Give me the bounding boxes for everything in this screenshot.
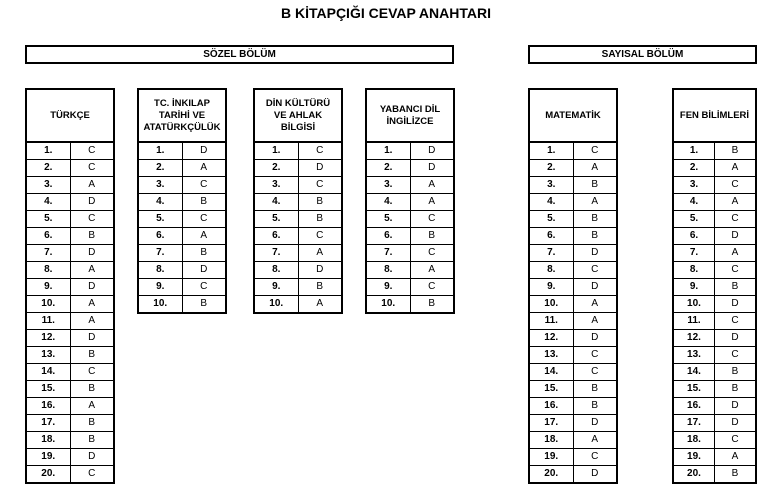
question-number: 14. xyxy=(673,364,715,381)
table-row xyxy=(138,211,226,228)
answer-cell: D xyxy=(573,415,617,432)
answer-cell: A xyxy=(410,177,454,194)
table-row xyxy=(673,160,756,177)
table-row xyxy=(529,381,617,398)
answer-cell: B xyxy=(715,142,757,160)
answer-cell: A xyxy=(573,194,617,211)
table-row xyxy=(138,228,226,245)
table-row xyxy=(254,245,342,262)
answer-grid xyxy=(137,141,227,314)
table-row xyxy=(529,466,617,484)
answer-cell: A xyxy=(715,160,757,177)
answer-cell: C xyxy=(715,347,757,364)
table-row xyxy=(673,211,756,228)
subject-title: TC. İNKILAP TARİHİ VE ATATÜRKÇÜLÜK xyxy=(137,88,227,141)
table-row xyxy=(26,211,114,228)
question-number: 17. xyxy=(26,415,70,432)
table-row xyxy=(138,142,226,160)
question-number: 19. xyxy=(529,449,573,466)
question-number: 16. xyxy=(673,398,715,415)
question-number: 14. xyxy=(529,364,573,381)
table-row xyxy=(366,296,454,314)
table-row xyxy=(366,142,454,160)
answer-cell: D xyxy=(715,330,757,347)
table-row xyxy=(138,194,226,211)
question-number: 4. xyxy=(673,194,715,211)
table-row xyxy=(529,142,617,160)
question-number: 6. xyxy=(529,228,573,245)
question-number: 18. xyxy=(529,432,573,449)
table-row xyxy=(673,449,756,466)
table-row xyxy=(673,415,756,432)
table-row xyxy=(26,313,114,330)
table-row xyxy=(529,330,617,347)
table-row xyxy=(529,415,617,432)
answer-cell: B xyxy=(573,228,617,245)
question-number: 16. xyxy=(529,398,573,415)
question-number: 9. xyxy=(366,279,410,296)
answer-cell: B xyxy=(715,381,757,398)
answer-cell: C xyxy=(182,177,226,194)
answer-cell: C xyxy=(410,211,454,228)
question-number: 2. xyxy=(529,160,573,177)
answer-cell: C xyxy=(182,279,226,296)
question-number: 15. xyxy=(673,381,715,398)
table-row xyxy=(529,279,617,296)
table-row xyxy=(138,177,226,194)
answer-cell: D xyxy=(573,279,617,296)
table-row xyxy=(254,228,342,245)
table-row xyxy=(138,160,226,177)
answer-cell: D xyxy=(70,194,114,211)
subject-title: YABANCI DİL İNGİLİZCE xyxy=(365,88,455,141)
table-row xyxy=(254,279,342,296)
question-number: 2. xyxy=(138,160,182,177)
question-number: 7. xyxy=(138,245,182,262)
answer-cell: C xyxy=(70,142,114,160)
answer-cell: C xyxy=(715,432,757,449)
table-row xyxy=(673,177,756,194)
question-number: 7. xyxy=(26,245,70,262)
question-number: 4. xyxy=(26,194,70,211)
answer-cell: D xyxy=(70,330,114,347)
answer-cell: C xyxy=(715,177,757,194)
table-row xyxy=(26,142,114,160)
sayisal-section-header: SAYISAL BÖLÜM xyxy=(528,45,757,64)
answer-cell: A xyxy=(410,194,454,211)
table-row xyxy=(673,398,756,415)
question-number: 5. xyxy=(138,211,182,228)
question-number: 9. xyxy=(26,279,70,296)
table-row xyxy=(26,245,114,262)
table-row xyxy=(26,466,114,484)
answer-cell: A xyxy=(573,296,617,313)
question-number: 8. xyxy=(673,262,715,279)
table-row xyxy=(138,245,226,262)
question-number: 3. xyxy=(673,177,715,194)
answer-cell: A xyxy=(182,228,226,245)
answer-cell: A xyxy=(70,313,114,330)
question-number: 7. xyxy=(254,245,298,262)
question-number: 4. xyxy=(366,194,410,211)
table-row xyxy=(26,449,114,466)
table-row xyxy=(673,364,756,381)
subject-title: FEN BİLİMLERİ xyxy=(672,88,757,141)
question-number: 13. xyxy=(673,347,715,364)
question-number: 12. xyxy=(529,330,573,347)
question-number: 4. xyxy=(529,194,573,211)
table-row xyxy=(26,415,114,432)
answer-cell: B xyxy=(573,381,617,398)
answer-cell: B xyxy=(573,398,617,415)
question-number: 11. xyxy=(529,313,573,330)
question-number: 7. xyxy=(529,245,573,262)
answer-table-turkce xyxy=(25,88,115,484)
question-number: 7. xyxy=(366,245,410,262)
question-number: 1. xyxy=(529,142,573,160)
table-row xyxy=(366,211,454,228)
answer-cell: D xyxy=(410,142,454,160)
table-row xyxy=(673,381,756,398)
answer-cell: B xyxy=(298,211,342,228)
table-row xyxy=(673,313,756,330)
answer-cell: C xyxy=(70,160,114,177)
table-row xyxy=(529,364,617,381)
table-row xyxy=(26,432,114,449)
question-number: 18. xyxy=(26,432,70,449)
table-row xyxy=(366,160,454,177)
question-number: 1. xyxy=(673,142,715,160)
answer-cell: C xyxy=(298,142,342,160)
question-number: 15. xyxy=(529,381,573,398)
question-number: 5. xyxy=(529,211,573,228)
answer-table-inkilap xyxy=(137,88,227,314)
question-number: 16. xyxy=(26,398,70,415)
answer-cell: D xyxy=(715,415,757,432)
question-number: 2. xyxy=(254,160,298,177)
table-row xyxy=(254,160,342,177)
question-number: 4. xyxy=(254,194,298,211)
table-row xyxy=(26,160,114,177)
question-number: 15. xyxy=(26,381,70,398)
answer-cell: C xyxy=(573,262,617,279)
answer-cell: A xyxy=(298,296,342,314)
page-title: B KİTAPÇIĞI CEVAP ANAHTARI xyxy=(280,5,491,21)
table-row xyxy=(673,194,756,211)
question-number: 13. xyxy=(26,347,70,364)
subject-title: TÜRKÇE xyxy=(25,88,115,141)
question-number: 8. xyxy=(26,262,70,279)
table-row xyxy=(26,296,114,313)
table-row xyxy=(26,279,114,296)
sozel-section-header: SÖZEL BÖLÜM xyxy=(25,45,454,64)
answer-cell: B xyxy=(573,177,617,194)
table-row xyxy=(366,279,454,296)
answer-cell: C xyxy=(573,449,617,466)
answer-cell: A xyxy=(715,194,757,211)
question-number: 6. xyxy=(26,228,70,245)
question-number: 14. xyxy=(26,364,70,381)
question-number: 13. xyxy=(529,347,573,364)
subject-title: DİN KÜLTÜRÜ VE AHLAK BİLGİSİ xyxy=(253,88,343,141)
table-row xyxy=(673,262,756,279)
question-number: 18. xyxy=(673,432,715,449)
question-number: 12. xyxy=(26,330,70,347)
table-row xyxy=(254,177,342,194)
answer-cell: D xyxy=(70,279,114,296)
question-number: 9. xyxy=(254,279,298,296)
table-row xyxy=(254,296,342,314)
question-number: 1. xyxy=(366,142,410,160)
table-row xyxy=(529,211,617,228)
question-number: 3. xyxy=(366,177,410,194)
answer-cell: D xyxy=(298,262,342,279)
answer-cell: C xyxy=(70,466,114,484)
question-number: 2. xyxy=(26,160,70,177)
answer-grid xyxy=(528,141,618,484)
question-number: 20. xyxy=(673,466,715,484)
table-row xyxy=(529,398,617,415)
answer-cell: D xyxy=(715,228,757,245)
answer-grid xyxy=(365,141,455,314)
question-number: 2. xyxy=(366,160,410,177)
table-row xyxy=(366,262,454,279)
table-row xyxy=(366,228,454,245)
question-number: 11. xyxy=(26,313,70,330)
question-number: 10. xyxy=(366,296,410,314)
answer-cell: B xyxy=(573,211,617,228)
question-number: 8. xyxy=(529,262,573,279)
answer-grid xyxy=(25,141,115,484)
answer-cell: D xyxy=(715,398,757,415)
question-number: 6. xyxy=(366,228,410,245)
question-number: 8. xyxy=(254,262,298,279)
answer-cell: C xyxy=(715,313,757,330)
table-row xyxy=(673,432,756,449)
answer-cell: D xyxy=(182,262,226,279)
table-row xyxy=(529,449,617,466)
table-row xyxy=(254,211,342,228)
table-row xyxy=(26,228,114,245)
answer-cell: C xyxy=(410,279,454,296)
answer-cell: A xyxy=(70,398,114,415)
table-row xyxy=(529,262,617,279)
answer-cell: A xyxy=(715,449,757,466)
answer-cell: C xyxy=(573,364,617,381)
answer-cell: A xyxy=(715,245,757,262)
question-number: 7. xyxy=(673,245,715,262)
answer-cell: B xyxy=(182,296,226,314)
table-row xyxy=(254,262,342,279)
table-row xyxy=(673,347,756,364)
answer-table-matematik xyxy=(528,88,618,484)
question-number: 4. xyxy=(138,194,182,211)
answer-table-fen xyxy=(672,88,757,484)
question-number: 8. xyxy=(138,262,182,279)
answer-cell: C xyxy=(410,245,454,262)
table-row xyxy=(673,228,756,245)
table-row xyxy=(26,262,114,279)
question-number: 9. xyxy=(673,279,715,296)
question-number: 3. xyxy=(138,177,182,194)
question-number: 1. xyxy=(138,142,182,160)
question-number: 11. xyxy=(673,313,715,330)
answer-cell: A xyxy=(70,262,114,279)
question-number: 19. xyxy=(673,449,715,466)
answer-cell: B xyxy=(715,466,757,484)
table-row xyxy=(673,279,756,296)
table-row xyxy=(254,194,342,211)
answer-cell: C xyxy=(715,211,757,228)
question-number: 19. xyxy=(26,449,70,466)
answer-cell: A xyxy=(573,432,617,449)
question-number: 10. xyxy=(529,296,573,313)
question-number: 1. xyxy=(254,142,298,160)
answer-cell: C xyxy=(70,211,114,228)
table-row xyxy=(254,142,342,160)
table-row xyxy=(529,296,617,313)
answer-cell: A xyxy=(70,177,114,194)
answer-cell: B xyxy=(182,245,226,262)
question-number: 10. xyxy=(138,296,182,314)
answer-grid xyxy=(672,141,757,484)
question-number: 5. xyxy=(254,211,298,228)
question-number: 2. xyxy=(673,160,715,177)
answer-cell: D xyxy=(298,160,342,177)
answer-cell: D xyxy=(573,245,617,262)
table-row xyxy=(366,194,454,211)
table-row xyxy=(529,347,617,364)
answer-cell: B xyxy=(70,415,114,432)
question-number: 3. xyxy=(254,177,298,194)
table-row xyxy=(26,177,114,194)
answer-cell: C xyxy=(298,228,342,245)
table-row xyxy=(26,194,114,211)
question-number: 17. xyxy=(529,415,573,432)
answer-cell: D xyxy=(182,142,226,160)
question-number: 17. xyxy=(673,415,715,432)
answer-cell: B xyxy=(70,381,114,398)
question-number: 12. xyxy=(673,330,715,347)
subject-title: MATEMATİK xyxy=(528,88,618,141)
answer-cell: C xyxy=(715,262,757,279)
answer-cell: C xyxy=(70,364,114,381)
table-row xyxy=(673,245,756,262)
question-number: 5. xyxy=(26,211,70,228)
question-number: 10. xyxy=(673,296,715,313)
question-number: 1. xyxy=(26,142,70,160)
question-number: 10. xyxy=(26,296,70,313)
table-row xyxy=(26,398,114,415)
table-row xyxy=(138,262,226,279)
table-row xyxy=(366,177,454,194)
answer-cell: B xyxy=(298,194,342,211)
answer-table-ingilizce xyxy=(365,88,455,314)
answer-cell: A xyxy=(70,296,114,313)
question-number: 9. xyxy=(529,279,573,296)
answer-cell: B xyxy=(70,432,114,449)
answer-cell: A xyxy=(573,313,617,330)
answer-grid xyxy=(253,141,343,314)
table-row xyxy=(529,432,617,449)
table-row xyxy=(529,177,617,194)
question-number: 5. xyxy=(673,211,715,228)
answer-cell: B xyxy=(70,347,114,364)
answer-cell: D xyxy=(573,330,617,347)
answer-cell: B xyxy=(182,194,226,211)
question-number: 8. xyxy=(366,262,410,279)
question-number: 20. xyxy=(26,466,70,484)
question-number: 6. xyxy=(673,228,715,245)
answer-cell: B xyxy=(715,279,757,296)
answer-cell: D xyxy=(70,245,114,262)
answer-cell: C xyxy=(573,347,617,364)
answer-cell: D xyxy=(410,160,454,177)
answer-cell: B xyxy=(70,228,114,245)
table-row xyxy=(673,466,756,484)
answer-cell: A xyxy=(410,262,454,279)
question-number: 3. xyxy=(26,177,70,194)
question-number: 6. xyxy=(254,228,298,245)
question-number: 20. xyxy=(529,466,573,484)
table-row xyxy=(529,228,617,245)
table-row xyxy=(26,364,114,381)
answer-cell: B xyxy=(410,228,454,245)
table-row xyxy=(673,296,756,313)
table-row xyxy=(529,160,617,177)
answer-cell: D xyxy=(70,449,114,466)
table-row xyxy=(529,313,617,330)
answer-cell: C xyxy=(298,177,342,194)
table-row xyxy=(26,330,114,347)
question-number: 10. xyxy=(254,296,298,314)
answer-cell: A xyxy=(182,160,226,177)
answer-table-din xyxy=(253,88,343,314)
answer-cell: C xyxy=(182,211,226,228)
answer-cell: B xyxy=(715,364,757,381)
question-number: 5. xyxy=(366,211,410,228)
question-number: 9. xyxy=(138,279,182,296)
answer-cell: B xyxy=(410,296,454,314)
table-row xyxy=(366,245,454,262)
answer-cell: D xyxy=(715,296,757,313)
question-number: 6. xyxy=(138,228,182,245)
table-row xyxy=(673,330,756,347)
answer-cell: D xyxy=(573,466,617,484)
table-row xyxy=(26,381,114,398)
answer-cell: B xyxy=(298,279,342,296)
answer-cell: C xyxy=(573,142,617,160)
question-number: 3. xyxy=(529,177,573,194)
table-row xyxy=(138,279,226,296)
table-row xyxy=(529,245,617,262)
table-row xyxy=(673,142,756,160)
table-row xyxy=(26,347,114,364)
table-row xyxy=(138,296,226,314)
answer-cell: A xyxy=(298,245,342,262)
table-row xyxy=(529,194,617,211)
answer-cell: A xyxy=(573,160,617,177)
